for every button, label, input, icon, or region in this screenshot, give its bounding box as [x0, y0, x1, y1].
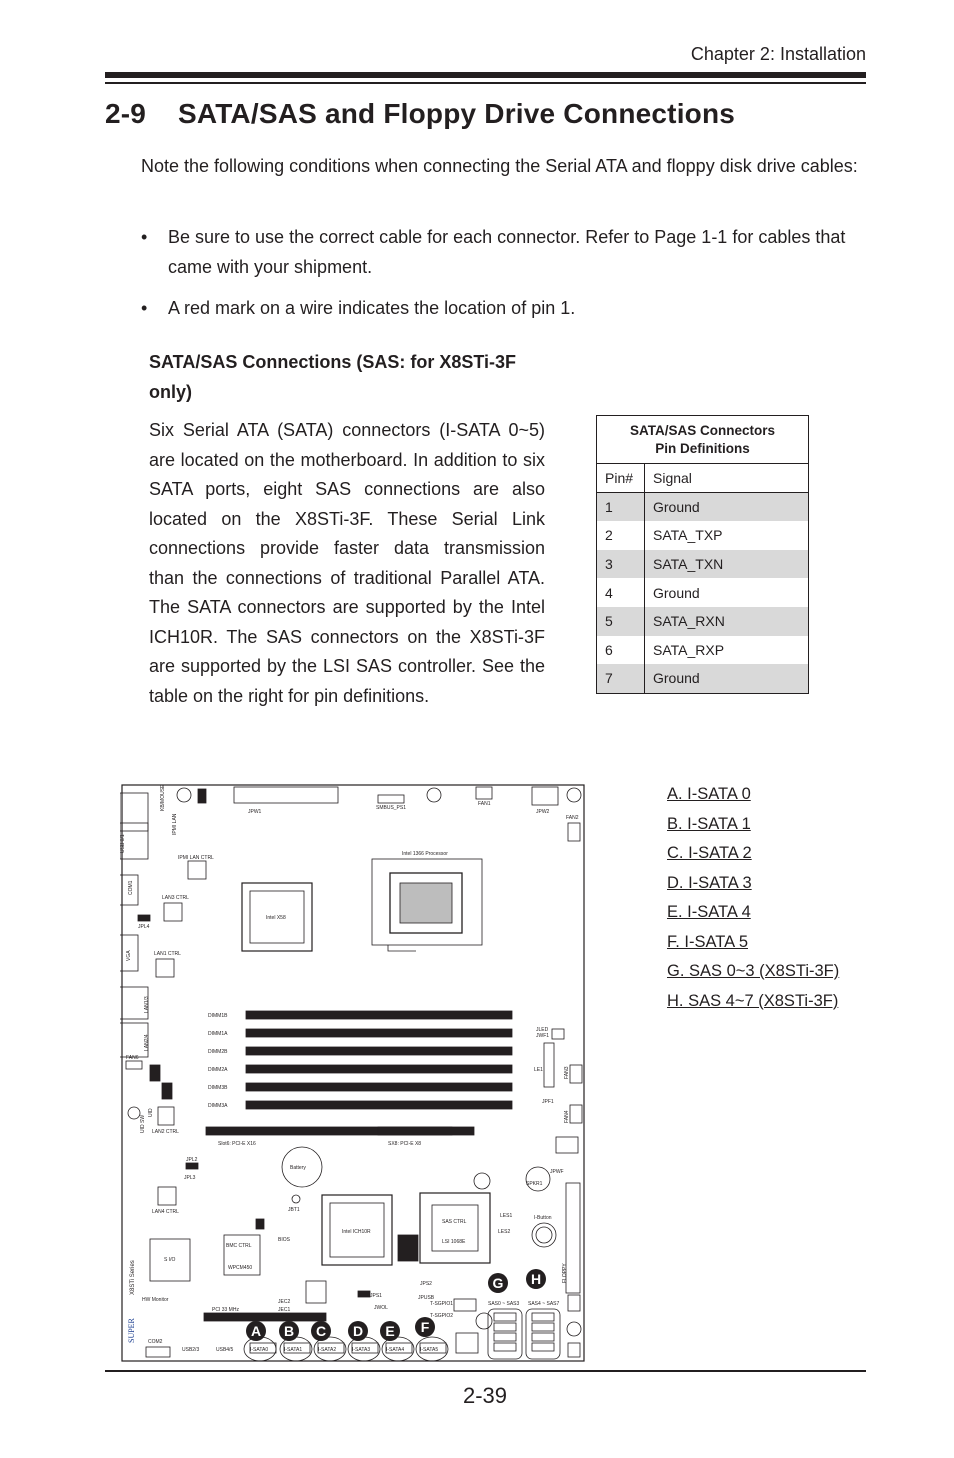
isata0-label: I-SATA0: [250, 1347, 269, 1353]
ibutton: [532, 1223, 556, 1247]
dimm3b-label: DIMM3B: [208, 1085, 228, 1091]
ibutton-inner: [536, 1227, 552, 1243]
fan1-label: FAN1: [478, 801, 491, 807]
jumper-block: [398, 1235, 418, 1261]
fan1-header: [476, 787, 492, 799]
sas1-port: [494, 1323, 516, 1331]
column-header-pin: Pin#: [597, 464, 645, 493]
bullet-text: A red mark on a wire indicates the location of pin 1.: [168, 298, 576, 318]
tsgpio1-label: T-SGPIO1: [430, 1301, 454, 1307]
jwf1-label: JWF1: [536, 1033, 550, 1039]
table-row: [597, 664, 809, 693]
tsgpio2-label: T-SGPIO2: [430, 1313, 454, 1319]
floppy-label: FLOPPY: [562, 1263, 568, 1283]
svg-text:A: A: [250, 1323, 262, 1339]
table-row: [597, 607, 809, 636]
jpw2-label: JPW2: [536, 809, 550, 815]
mounting-hole: [567, 788, 581, 802]
cpu-die: [400, 883, 452, 923]
signal-cell: SATA_TXN: [645, 550, 809, 579]
table-row: [597, 521, 809, 550]
jbt1-label: JBT1: [288, 1207, 300, 1213]
callout-h: [526, 1269, 546, 1289]
jpf1-label: JPF1: [542, 1099, 554, 1105]
dimm1b-slot: [246, 1011, 512, 1019]
table-row: [597, 550, 809, 579]
isata2-label: I-SATA2: [318, 1347, 337, 1353]
speaker: [526, 1167, 550, 1191]
jpw1-label: JPW1: [248, 809, 262, 815]
le1-label: LE1: [534, 1067, 543, 1073]
sas3-port: [494, 1343, 516, 1351]
x58-label: Intel X58: [266, 915, 286, 921]
callout-c: [311, 1321, 331, 1341]
svg-text:D: D: [352, 1323, 364, 1339]
sas47-label: SAS4 ~ SAS7: [528, 1301, 560, 1307]
sas-heatsink: [420, 1193, 490, 1263]
jps2-label: JPS2: [420, 1281, 432, 1287]
svg-text:F: F: [420, 1319, 430, 1335]
fan4-header: [570, 1105, 582, 1123]
jpf1-header: [544, 1043, 554, 1087]
jec-header: [306, 1281, 326, 1303]
jpl2-jumper: [186, 1163, 198, 1169]
legend-item: H. SAS 4~7 (X8STi-3F): [667, 991, 839, 1010]
jpw2-connector: [532, 787, 558, 805]
lan13-label: LAN1/3: [144, 996, 150, 1013]
legend-item: D. I-SATA 3: [667, 873, 752, 892]
lan4-ctrl-label: LAN4 CTRL: [152, 1209, 179, 1215]
fan3-label: FAN3: [564, 1066, 570, 1079]
sas0-port: [494, 1313, 516, 1321]
smbus-label: SMBUS_PS1: [376, 805, 407, 811]
lan2-ctrl-chip: [158, 1107, 174, 1125]
svg-text:G: G: [492, 1275, 504, 1291]
bullet-item: [141, 294, 867, 324]
jps1-label: JPS1: [370, 1293, 382, 1299]
series-label: X8STi Series: [130, 1260, 136, 1295]
svg-text:B: B: [283, 1323, 295, 1339]
mounting-hole: [567, 1322, 581, 1336]
legend-item: C. I-SATA 2: [667, 844, 752, 862]
callout-g: [488, 1273, 508, 1293]
usb01-label: USB 0/1: [120, 834, 126, 853]
dimm2b-label: DIMM2B: [208, 1049, 228, 1055]
sas47-highlight: [526, 1309, 560, 1359]
isata4-label: I-SATA4: [386, 1347, 405, 1353]
com2-label: COM2: [148, 1339, 163, 1345]
pcie-x8-slot: [378, 1127, 474, 1135]
bullet-symbol: •: [141, 298, 148, 318]
cpu-lever: [388, 945, 416, 951]
sas7-port: [532, 1343, 554, 1351]
dimm1a-label: DIMM1A: [208, 1031, 228, 1037]
header-rule-thick: [105, 72, 866, 78]
mounting-hole: [427, 788, 441, 802]
les1-label: LES1: [500, 1213, 513, 1219]
lan3-ctrl-label: LAN3 CTRL: [162, 895, 189, 901]
jpl4-jumper: [138, 915, 150, 921]
header-rule-thin: [105, 82, 866, 84]
callout-a: [246, 1321, 266, 1341]
sas-ctrl-label: SAS CTRL: [442, 1219, 467, 1225]
uid-label: UID: [148, 1108, 154, 1117]
dimm3a-slot: [246, 1101, 512, 1109]
dimm1a-slot: [246, 1029, 512, 1037]
jumper-block: [198, 789, 206, 803]
fan6-label: FAN6: [126, 1055, 139, 1061]
jps1-jumper: [358, 1291, 370, 1297]
pin-cell: 1: [597, 492, 645, 521]
sas03-highlight: [488, 1309, 522, 1359]
sio-label: S I/O: [164, 1257, 176, 1263]
chapter-header: Chapter 2: Installation: [690, 44, 866, 64]
lan1-ctrl-chip: [156, 959, 174, 977]
svg-text:H: H: [530, 1271, 542, 1287]
sas2-port: [494, 1333, 516, 1341]
bmc-ctrl-label: BMC CTRL: [226, 1243, 252, 1249]
callout-b: [279, 1321, 299, 1341]
callout-d: [348, 1321, 368, 1341]
atx-power-connector: [234, 787, 338, 803]
signal-cell: Ground: [653, 584, 700, 601]
isata3-label: I-SATA3: [352, 1347, 371, 1353]
isata1-label: I-SATA1: [284, 1347, 303, 1353]
fan2-header: [568, 823, 580, 841]
sas5-port: [532, 1323, 554, 1331]
lsi-label: LSI 1068E: [442, 1239, 466, 1245]
usb23-label: USB2/3: [182, 1347, 200, 1353]
jec1-label: JEC1: [278, 1307, 291, 1313]
signal-cell: SATA_RXP: [653, 641, 725, 658]
signal-cell: SATA_TXP: [653, 527, 723, 544]
ich10r-label: Intel ICH10R: [342, 1229, 371, 1235]
wpcm-label: WPCM450: [228, 1265, 253, 1271]
jpusb-label: JPUSB: [418, 1295, 435, 1301]
bios-label: BIOS: [278, 1237, 290, 1243]
subheading: SATA/SAS Connections (SAS: for X8STi-3F only): [149, 352, 517, 402]
pin-cell: 4: [597, 578, 645, 607]
section-title: 2-9 SATA/SAS and Floppy Drive Connections: [105, 98, 736, 129]
slot6-label: Slot6: PCI-E X16: [218, 1141, 256, 1147]
sas03-label: SAS0 ~ SAS3: [488, 1301, 520, 1307]
hw-monitor-label: HW Monitor: [142, 1297, 169, 1303]
dimm2a-label: DIMM2A: [208, 1067, 228, 1073]
jl1-header: [568, 1343, 580, 1357]
pin-cell: 6: [597, 636, 645, 665]
legend-item: F. I-SATA 5: [667, 932, 748, 951]
pci-slot: [204, 1313, 326, 1321]
page-number: 2-39: [463, 1383, 508, 1408]
usb45-label: USB4/5: [216, 1347, 234, 1353]
slot5-label: SX8: PCI-E X8: [388, 1141, 422, 1147]
bullet-item: [141, 223, 867, 282]
com2-header: [146, 1347, 170, 1357]
uid-sw-label: UID SW: [140, 1114, 146, 1133]
les2-label: LES2: [498, 1229, 511, 1235]
dimm2b-slot: [246, 1047, 512, 1055]
kbmouse-port: [120, 793, 148, 831]
com1-label: COM1: [128, 880, 134, 895]
mounting-hole: [476, 1313, 492, 1329]
pin-cell: 2: [597, 521, 645, 550]
dimm1b-label: DIMM1B: [208, 1013, 228, 1019]
jbt1-jumper: [292, 1195, 300, 1203]
intro-paragraph: Note the following conditions when connecting the Serial ATA and floppy disk drive cables:: [141, 156, 858, 176]
pin-cell: 3: [597, 550, 645, 579]
connector-legend: [667, 780, 839, 1016]
signal-cell: SATA_RXN: [645, 607, 809, 636]
fan4-label: FAN4: [564, 1110, 570, 1123]
callout-e: [380, 1321, 400, 1341]
footer-rule: [105, 1370, 866, 1372]
mounting-hole: [474, 1173, 490, 1189]
smbus-header: [378, 795, 404, 803]
motherboard-layout-diagram: [120, 783, 586, 1363]
callout-f: [415, 1317, 435, 1337]
jpwf-label: JPWF: [550, 1169, 564, 1175]
jpl3-label: JPL3: [184, 1175, 196, 1181]
pin-definitions-table: [596, 415, 809, 694]
ibutton-label: I-Button: [534, 1215, 552, 1221]
signal-cell: Ground: [645, 492, 809, 521]
fan5-header: [568, 1295, 580, 1311]
uid-switch: [128, 1107, 140, 1119]
dimm3b-slot: [246, 1083, 512, 1091]
pin-cell: 5: [597, 607, 645, 636]
jec2-label: JEC2: [278, 1299, 291, 1305]
table-row: [597, 492, 809, 521]
pin-cell: 7: [597, 664, 645, 693]
legend-item: E. I-SATA 4: [667, 903, 751, 921]
header-block: [556, 1137, 578, 1153]
lan3-ctrl-chip: [164, 903, 182, 921]
cpu-label: Intel 1366 Processor: [402, 851, 448, 857]
signal-cell: Ground: [645, 664, 809, 693]
lan1-ctrl-label: LAN1 CTRL: [154, 951, 181, 957]
jpl2-label: JPL2: [186, 1157, 198, 1163]
floppy-connector: [566, 1183, 580, 1293]
sas4-port: [532, 1313, 554, 1321]
svg-text:E: E: [385, 1323, 395, 1339]
bullet-symbol: •: [141, 227, 148, 247]
super-logo: SUPER: [127, 1318, 136, 1343]
legend-item: G. SAS 0~3 (X8STi-3F): [667, 962, 840, 980]
lan2-ctrl-label: LAN2 CTRL: [152, 1129, 179, 1135]
battery-label: Battery: [290, 1165, 306, 1171]
dimm3a-label: DIMM3A: [208, 1103, 228, 1109]
lan24-label: LAN2/4: [144, 1034, 150, 1051]
sas6-port: [532, 1333, 554, 1341]
jumper-block: [150, 1065, 160, 1081]
mounting-hole: [177, 788, 191, 802]
fan3-header: [570, 1065, 582, 1083]
table-header-row: [597, 464, 809, 493]
svg-text:C: C: [315, 1323, 327, 1339]
lan4-ctrl-chip: [158, 1187, 176, 1205]
usb67-port: [456, 1333, 478, 1353]
vga-label: VGA: [126, 950, 132, 961]
jled-label: JLED: [536, 1027, 549, 1033]
column-header-signal: Signal: [645, 464, 809, 493]
ipmi-lan-ctrl-label: IPMI LAN CTRL: [178, 855, 214, 861]
table-title: SATA/SAS Connectors Pin Definitions: [597, 416, 809, 464]
legend-item: A. I-SATA 0: [667, 785, 751, 803]
fan2-label: FAN2: [566, 815, 579, 821]
table-row: [597, 636, 809, 665]
jwf1-header: [552, 1029, 564, 1039]
table-row: [597, 578, 809, 607]
bios-jumper: [256, 1219, 264, 1229]
legend-item: B. I-SATA 1: [667, 814, 751, 833]
kbmouse-label: KB/MOUSE: [160, 784, 166, 811]
bullet-text: Be sure to use the correct cable for each connector. Refer to Page 1-1 for cables that came with your shipment.: [168, 227, 846, 277]
spkr-label: SPKR1: [526, 1181, 543, 1187]
ipmi-lan-ctrl-chip: [188, 861, 206, 879]
ipmi-lan-label: IPMI LAN: [172, 813, 178, 835]
tsgpio-header: [454, 1299, 476, 1311]
fan6-header: [126, 1061, 142, 1069]
isata5-label: I-SATA5: [420, 1347, 439, 1353]
body-paragraph: Six Serial ATA (SATA) connectors (I-SATA 0~5) are located on the motherboard. In addition to six SATA ports, eight SAS connections are also located on the X8STi-3F. These Serial Link connections provide faster data transmission than the connections of traditional Parallel ATA. The SATA connectors are supported by the Intel ICH10R. The SAS connectors on the X8STi-3F are supported by the LSI SAS controller. See the table on the right for pin definitions.: [149, 420, 545, 706]
jpl4-label: JPL4: [138, 924, 150, 930]
jumper-block: [162, 1083, 172, 1099]
pci-label: PCI 33 MHz: [212, 1307, 239, 1313]
dimm2a-slot: [246, 1065, 512, 1073]
jwol-label: JWOL: [374, 1305, 388, 1311]
